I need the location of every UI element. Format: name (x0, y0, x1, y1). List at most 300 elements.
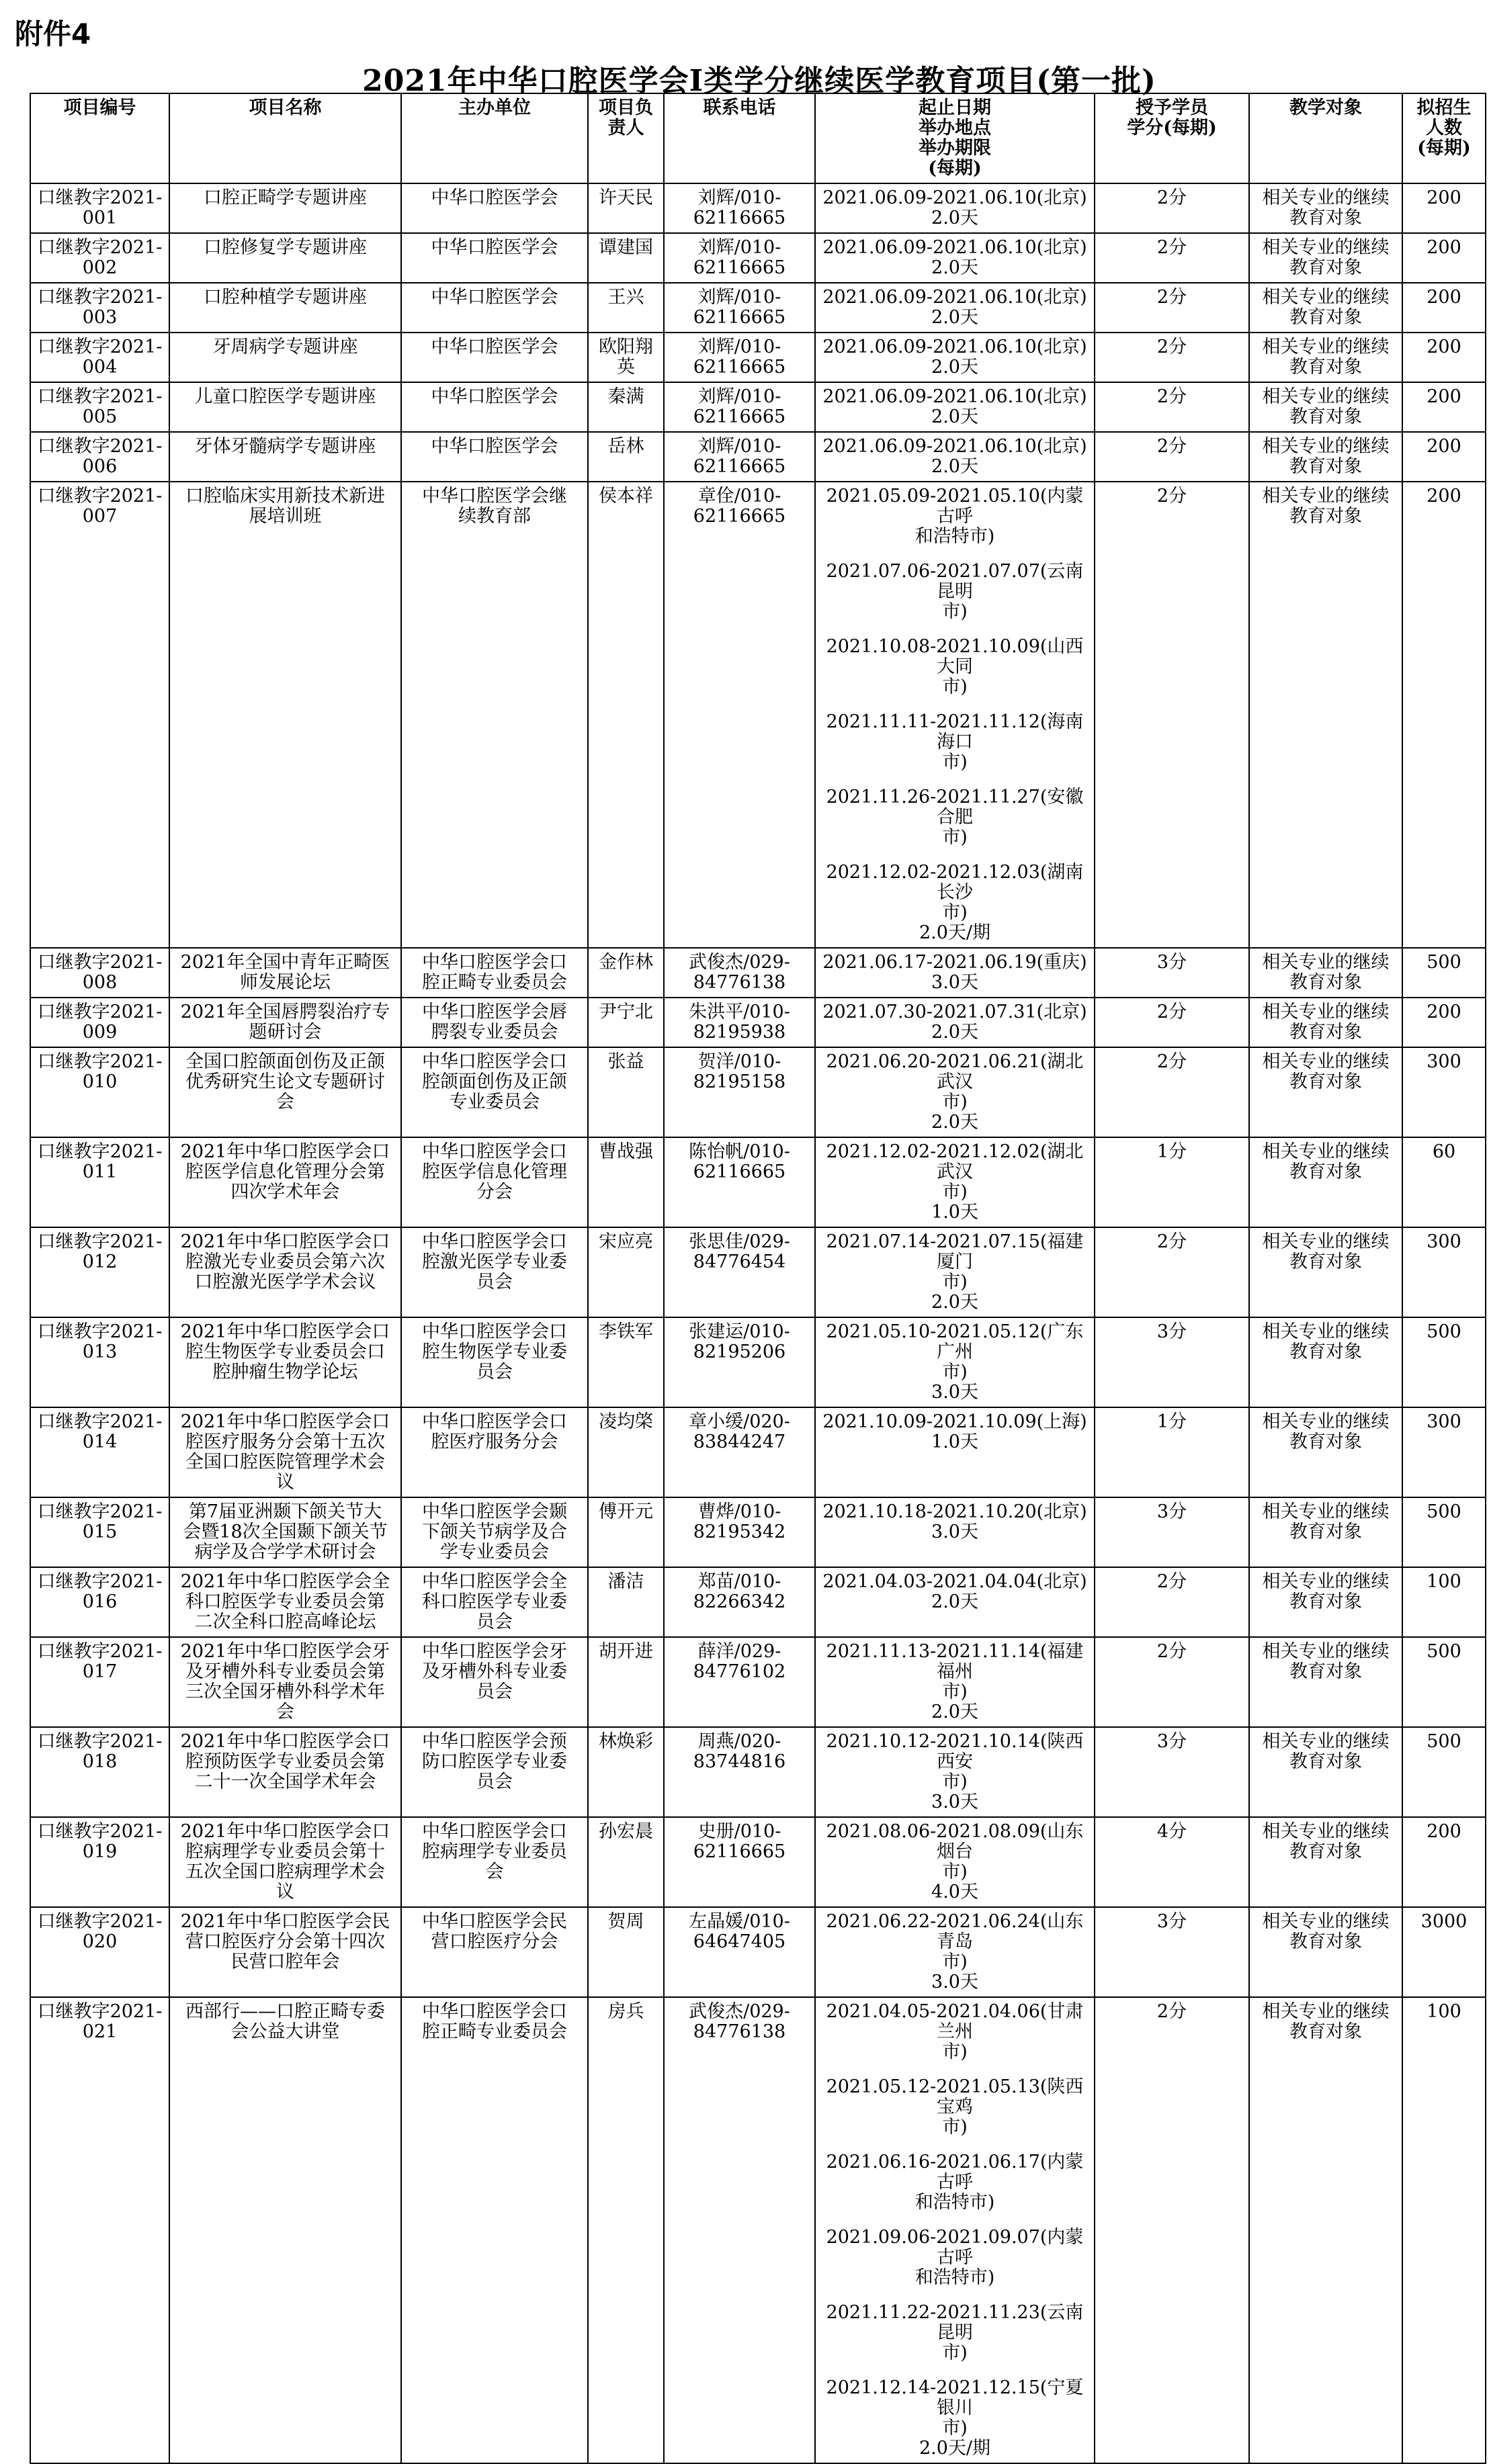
project-id-cell (30, 283, 169, 333)
cell-line: 2021.12.14-2021.12.15(宁夏银川 (826, 2377, 1084, 2418)
cell-line: 项目编号 (63, 97, 136, 118)
cell-line: 2021.07.14-2021.07.15(福建厦门 (826, 1231, 1084, 1272)
cell-line: 刘辉/010- (697, 237, 781, 258)
cell-line: 市) (942, 752, 968, 773)
cell-line: 牙体牙髓病学专题讲座 (194, 436, 376, 457)
cell-line: 2021年中华口腔医学会民 (180, 1911, 390, 1932)
cell-line: 2021.06.20-2021.06.21(湖北武汉 (826, 1051, 1084, 1092)
cell-line: 2.0天 (931, 1702, 978, 1722)
phone-cell (664, 333, 815, 382)
cell-line: 员会 (476, 1362, 513, 1382)
cell-line: 相关专业的继续 (1262, 1411, 1390, 1432)
cell-line: 62116665 (693, 357, 786, 378)
table-row (30, 1907, 1486, 1997)
lead-cell (588, 183, 664, 233)
cell-line: 2.0天 (931, 1022, 978, 1043)
table-header-row (30, 93, 1486, 183)
cell-line: 教育对象 (1289, 406, 1362, 427)
cell-line: 2.0天 (931, 406, 978, 427)
session-entry (818, 1002, 1091, 1043)
cell-line: 市) (942, 827, 968, 848)
target-cell (1249, 233, 1402, 283)
cell-line: 口腔临床实用新技术新进 (185, 486, 385, 507)
credit-cell: 2分 (1095, 183, 1249, 233)
session-entry (818, 238, 1091, 258)
cell-line: 贺周 (607, 1911, 644, 1932)
cell-line: 中华口腔医学会口 (422, 1411, 567, 1432)
cell-line: 教育对象 (1289, 1251, 1362, 1272)
credit-cell: 3分 (1095, 1727, 1249, 1817)
cell-line: 员会 (476, 1612, 513, 1632)
cell-line: 房兵 (607, 2001, 644, 2022)
cell-line: 傅开元 (599, 1501, 653, 1522)
table-row (30, 1997, 1486, 2463)
lead-cell (588, 1727, 664, 1817)
table-row (30, 233, 1486, 283)
organizer-cell (401, 1047, 588, 1137)
cell-line: 章佺/010- (697, 486, 781, 507)
cell-line: 007 (82, 506, 118, 527)
enrollment-cell: 500 (1402, 1637, 1486, 1727)
cell-line: 中华口腔医学会 (431, 386, 558, 407)
cell-line: 教育对象 (1289, 506, 1362, 527)
project-name-cell (169, 948, 401, 998)
project-id-cell (30, 1637, 169, 1727)
project-name-cell (169, 1637, 401, 1727)
cell-line: 相关专业的继续 (1262, 1571, 1390, 1592)
cell-line: 尹宁北 (599, 1002, 653, 1022)
phone-cell (664, 1817, 815, 1907)
cell-line: 001 (82, 208, 118, 228)
table-row (30, 1317, 1486, 1407)
phone-cell (664, 1727, 815, 1817)
header-project-id (30, 93, 169, 183)
project-name-cell (169, 1497, 401, 1567)
target-cell (1249, 1137, 1402, 1227)
session-entry (818, 2228, 1091, 2288)
enrollment-cell: 60 (1402, 1137, 1486, 1227)
cell-line: 市) (942, 1272, 968, 1292)
enrollment-cell: 200 (1402, 183, 1486, 233)
organizer-cell (401, 1227, 588, 1317)
organizer-cell (401, 1817, 588, 1907)
target-cell (1249, 1317, 1402, 1407)
cell-line: 口继教字2021- (37, 1141, 163, 1162)
project-id-cell (30, 948, 169, 998)
cell-line: 员会 (476, 1272, 513, 1292)
cell-line: 1.0天 (931, 1202, 978, 1223)
project-id-cell (30, 432, 169, 482)
cell-line: 曹烨/010- (697, 1501, 781, 1522)
target-cell (1249, 283, 1402, 333)
date-location-cell (815, 1407, 1095, 1497)
project-name-cell (169, 333, 401, 382)
cell-line: 019 (82, 1841, 118, 1862)
session-entry (818, 357, 1091, 378)
project-id-cell (30, 1317, 169, 1407)
cell-line: 2021.06.17-2021.06.19(重庆) (822, 952, 1087, 973)
cell-line: 林焕彩 (599, 1731, 653, 1752)
credit-cell: 2分 (1095, 283, 1249, 333)
organizer-cell (401, 382, 588, 432)
cell-line: 全国口腔颌面创伤及正颌 (185, 1051, 385, 1072)
cell-line: 008 (82, 972, 118, 993)
cell-line: 005 (82, 406, 118, 427)
cell-line: 议 (276, 1882, 294, 1902)
project-id-cell (30, 482, 169, 948)
date-location-cell (815, 283, 1095, 333)
cell-line: 017 (82, 1661, 118, 1682)
enrollment-cell: 300 (1402, 1227, 1486, 1317)
header-credits (1095, 93, 1249, 183)
organizer-cell (401, 1907, 588, 1997)
cell-line: 中华口腔医学会 (431, 237, 558, 258)
organizer-cell (401, 482, 588, 948)
table-body (30, 183, 1486, 2463)
cell-line: 2021.07.30-2021.07.31(北京) (822, 1002, 1087, 1022)
cell-line: 会公益大讲堂 (230, 2021, 340, 2042)
header-lead (588, 93, 664, 183)
cell-line: 2021年中华口腔医学会牙 (180, 1641, 390, 1662)
cell-line: 相关专业的继续 (1262, 1501, 1390, 1522)
cell-line: 3.0天 (931, 1522, 978, 1542)
cell-line: 腔医疗服务分会 (431, 1432, 558, 1452)
cell-line: 及牙槽外科专业委员会第 (185, 1661, 385, 1682)
cell-line: 口继教字2021- (37, 952, 163, 973)
cell-line: 腔医学信息化管理分会第 (185, 1161, 385, 1182)
cell-line: 市) (942, 1092, 968, 1112)
phone-cell (664, 183, 815, 233)
project-name-cell (169, 1407, 401, 1497)
cell-line: 孙宏晨 (599, 1821, 653, 1842)
header-date-location (815, 93, 1095, 183)
table-row (30, 948, 1486, 998)
cell-line: 许天民 (599, 187, 653, 208)
enrollment-cell: 3000 (1402, 1907, 1486, 1997)
cell-line: 口继教字2021- (37, 237, 163, 258)
target-cell (1249, 1407, 1402, 1497)
cell-line: 82195342 (693, 1522, 786, 1542)
cell-line: 科口腔医学专业委 (422, 1591, 567, 1612)
cell-line: 中华口腔医学会预 (422, 1731, 567, 1752)
cell-line: 市) (942, 2418, 968, 2438)
project-id-cell (30, 1137, 169, 1227)
enrollment-cell: 100 (1402, 1567, 1486, 1637)
target-cell (1249, 1227, 1402, 1317)
cell-line: 刘辉/010- (697, 337, 781, 357)
cell-line: 中华口腔医学会口 (422, 952, 567, 973)
cell-line: 张建运/010- (689, 1321, 790, 1342)
project-name-cell (169, 1997, 401, 2463)
cell-line: 口继教字2021- (37, 1571, 163, 1592)
cell-line: 腔肿瘤生物学论坛 (212, 1362, 358, 1382)
cell-line: 2021年中华口腔医学会口 (180, 1821, 390, 1842)
cell-line: 中华口腔医学会口 (422, 1051, 567, 1072)
cell-line: 第7届亚洲颞下颌关节大 (188, 1501, 382, 1522)
cell-line: 2021.11.13-2021.11.14(福建福州 (826, 1641, 1084, 1682)
enrollment-cell: 300 (1402, 1407, 1486, 1497)
cell-line: 教育对象 (1289, 1161, 1362, 1182)
cell-line: 腔生物医学专业委员会口 (185, 1341, 385, 1362)
cell-line: 3.0天 (931, 1972, 978, 1992)
cell-line: 口继教字2021- (37, 1051, 163, 1072)
session-entry (818, 1642, 1091, 1722)
project-name-cell (169, 1137, 401, 1227)
enrollment-cell: 200 (1402, 283, 1486, 333)
lead-cell (588, 1497, 664, 1567)
target-cell (1249, 1567, 1402, 1637)
cell-line: 中华口腔医学会口 (422, 2001, 567, 2022)
cell-line: 口腔修复学专题讲座 (204, 237, 367, 258)
project-name-cell (169, 1047, 401, 1137)
enrollment-cell: 200 (1402, 333, 1486, 382)
cell-line: 刘辉/010- (697, 287, 781, 308)
project-name-cell (169, 432, 401, 482)
table-row (30, 1497, 1486, 1567)
cell-line: 1.0天 (931, 1432, 978, 1452)
phone-cell (664, 382, 815, 432)
cell-line: 项目负 (599, 97, 653, 118)
project-id-cell (30, 1907, 169, 1997)
cell-line: 腔激光专业委员会第六次 (185, 1251, 385, 1272)
cell-line: 2021.10.18-2021.10.20(北京) (822, 1501, 1087, 1522)
target-cell (1249, 183, 1402, 233)
cell-line: 专业委员会 (449, 1092, 540, 1112)
cell-line: 相关专业的继续 (1262, 2001, 1390, 2022)
cell-line: 腔正畸专业委员会 (422, 2021, 567, 2042)
cell-line: 学分(每期) (1127, 118, 1217, 138)
cell-line: 项目名称 (249, 97, 322, 118)
phone-cell (664, 1317, 815, 1407)
cell-line: 举办期限 (919, 138, 991, 159)
cell-line: 2021.05.10-2021.05.12(广东广州 (826, 1321, 1084, 1362)
date-location-cell (815, 998, 1095, 1047)
session-entry (818, 337, 1091, 357)
target-cell (1249, 482, 1402, 948)
credit-cell: 3分 (1095, 1317, 1249, 1407)
organizer-cell (401, 1637, 588, 1727)
table-row (30, 1227, 1486, 1317)
cell-line: 授予学员 (1136, 97, 1208, 118)
session-entry (818, 1142, 1091, 1223)
lead-cell (588, 333, 664, 382)
lead-cell (588, 1997, 664, 2463)
cell-line: 腭裂专业委员会 (431, 1022, 558, 1043)
cell-line: 人数 (1426, 118, 1462, 138)
target-cell (1249, 1907, 1402, 1997)
cell-line: 2.0天/期 (919, 2438, 991, 2459)
project-name-cell (169, 1817, 401, 1907)
cell-line: 2.0天 (931, 1591, 978, 1612)
cell-line: 牙周病学专题讲座 (212, 337, 358, 357)
credit-cell: 1分 (1095, 1407, 1249, 1497)
cell-line: 3.0天 (931, 1382, 978, 1403)
table-row (30, 183, 1486, 233)
cell-line: 曹战强 (599, 1141, 653, 1162)
project-name-cell (169, 183, 401, 233)
cell-line: 2021.06.09-2021.06.10(北京) (822, 337, 1087, 357)
cell-line: 009 (82, 1022, 118, 1043)
project-id-cell (30, 233, 169, 283)
cell-line: 015 (82, 1522, 118, 1542)
cell-line: 2021年中华口腔医学会全 (180, 1571, 390, 1592)
cell-line: 中华口腔医学会民 (422, 1911, 567, 1932)
table-row (30, 1727, 1486, 1817)
cell-line: 中华口腔医学会 (431, 337, 558, 357)
table-row (30, 482, 1486, 948)
phone-cell (664, 998, 815, 1047)
date-location-cell (815, 1907, 1095, 1997)
cell-line: 优秀研究生论文专题研讨 (185, 1071, 385, 1092)
session-entry (818, 288, 1091, 308)
cell-line: 口继教字2021- (37, 1911, 163, 1932)
project-id-cell (30, 333, 169, 382)
phone-cell (664, 432, 815, 482)
project-id-cell (30, 1407, 169, 1497)
table-row (30, 432, 1486, 482)
cell-line: 侯本祥 (599, 486, 653, 507)
cell-line: 营口腔医疗分会第十四次 (185, 1931, 385, 1952)
cell-line: 教育对象 (1289, 1432, 1362, 1452)
cell-line: 相关专业的继续 (1262, 1002, 1390, 1022)
project-name-cell (169, 382, 401, 432)
cell-line: 2021.06.09-2021.06.10(北京) (822, 386, 1087, 407)
table-row (30, 1137, 1486, 1227)
cell-line: 联系电话 (703, 97, 776, 118)
cell-line: 83744816 (693, 1751, 786, 1772)
cell-line: 教育对象 (1289, 357, 1362, 378)
cell-line: 市) (942, 1861, 968, 1882)
cell-line: 84776138 (693, 972, 786, 993)
cell-line: 员会 (476, 1771, 513, 1792)
session-entry (818, 308, 1091, 328)
cell-line: 021 (82, 2021, 118, 2042)
lead-cell (588, 482, 664, 948)
cell-line: 潘洁 (607, 1571, 644, 1592)
date-location-cell (815, 948, 1095, 998)
phone-cell (664, 1997, 815, 2463)
session-entry (818, 208, 1091, 228)
cell-line: 欧阳翔 (599, 337, 653, 357)
session-entry (818, 953, 1091, 993)
cell-line: 教育对象 (1289, 1071, 1362, 1092)
cell-line: 张思佳/029- (689, 1231, 790, 1252)
session-entry (818, 1822, 1091, 1902)
cell-line: 教育对象 (1289, 1661, 1362, 1682)
project-id-cell (30, 1817, 169, 1907)
cell-line: 市) (942, 1681, 968, 1702)
credit-cell: 4分 (1095, 1817, 1249, 1907)
cell-line: 中华口腔医学会牙 (422, 1641, 567, 1662)
cell-line: 2021年中华口腔医学会口 (180, 1411, 390, 1432)
lead-cell (588, 998, 664, 1047)
date-location-cell (815, 382, 1095, 432)
cell-line: 中华口腔医学会口 (422, 1321, 567, 1342)
cell-line: 贺洋/010- (697, 1051, 781, 1072)
cell-line: 011 (82, 1161, 118, 1182)
cell-line: 2021.12.02-2021.12.02(湖北武汉 (826, 1141, 1084, 1182)
cell-line: 市) (942, 1771, 968, 1792)
cell-line: 四次学术年会 (230, 1182, 340, 1202)
cell-line: 口腔种植学专题讲座 (204, 287, 367, 308)
project-table (30, 93, 1486, 2464)
target-cell (1249, 1047, 1402, 1137)
cell-line: 议 (276, 1472, 294, 1493)
cell-line: 口腔激光医学学术会议 (194, 1272, 376, 1292)
table-row (30, 1637, 1486, 1727)
cell-line: 2021.05.09-2021.05.10(内蒙古呼 (826, 486, 1084, 527)
credit-cell: 2分 (1095, 998, 1249, 1047)
cell-line: 2021.05.12-2021.05.13(陕西宝鸡 (826, 2076, 1084, 2117)
cell-line: 2021.06.09-2021.06.10(北京) (822, 287, 1087, 308)
cell-line: 中华口腔医学会口 (422, 1821, 567, 1842)
table-row (30, 998, 1486, 1047)
enrollment-cell: 500 (1402, 948, 1486, 998)
session-entry (818, 863, 1091, 943)
cell-line: 004 (82, 357, 118, 378)
cell-line: 刘辉/010- (697, 386, 781, 407)
cell-line: 62116665 (693, 1841, 786, 1862)
cell-line: 相关专业的继续 (1262, 952, 1390, 973)
target-cell (1249, 382, 1402, 432)
cell-line: 口继教字2021- (37, 187, 163, 208)
cell-line: 市) (942, 1182, 968, 1202)
phone-cell (664, 948, 815, 998)
session-entry (818, 437, 1091, 457)
cell-line: 014 (82, 1432, 118, 1452)
cell-line: 张益 (607, 1051, 644, 1072)
date-location-cell (815, 1047, 1095, 1137)
credit-cell: 2分 (1095, 1997, 1249, 2463)
cell-line: 相关专业的继续 (1262, 1911, 1390, 1932)
cell-line: 会 (485, 1861, 504, 1882)
cell-line: 市) (942, 676, 968, 697)
cell-line: 西部行——口腔正畸专委 (185, 2001, 385, 2022)
project-id-cell (30, 998, 169, 1047)
cell-line: 和浩特市) (914, 526, 995, 547)
cell-line: 口继教字2021- (37, 337, 163, 357)
cell-line: 题研讨会 (249, 1022, 322, 1043)
credit-cell: 3分 (1095, 1907, 1249, 1997)
cell-line: 口继教字2021- (37, 1641, 163, 1662)
session-entry (818, 1502, 1091, 1542)
cell-line: 口继教字2021- (37, 2001, 163, 2022)
credit-cell: 2分 (1095, 382, 1249, 432)
cell-line: 62116665 (693, 456, 786, 477)
cell-line: 腔病理学专业委员 (422, 1841, 567, 1862)
project-name-cell (169, 1317, 401, 1407)
session-entry (818, 637, 1091, 697)
cell-line: 2021.09.06-2021.09.07(内蒙古呼 (826, 2227, 1084, 2268)
session-entry (818, 1052, 1091, 1133)
cell-line: 教育对象 (1289, 1751, 1362, 1772)
lead-cell (588, 1047, 664, 1137)
credit-cell: 2分 (1095, 233, 1249, 283)
session-entry (818, 1412, 1091, 1452)
cell-line: 2021年中华口腔医学会口 (180, 1231, 390, 1252)
cell-line: 2.0天 (931, 307, 978, 328)
table-row (30, 1047, 1486, 1137)
cell-line: 学专业委员会 (440, 1542, 549, 1563)
lead-cell (588, 233, 664, 283)
cell-line: 师发展论坛 (240, 972, 331, 993)
cell-line: 会 (276, 1702, 294, 1722)
cell-line: 2021年中华口腔医学会口 (180, 1321, 390, 1342)
table-row (30, 382, 1486, 432)
cell-line: 2021.12.02-2021.12.03(湖南长沙 (826, 862, 1084, 903)
project-id-cell (30, 382, 169, 432)
target-cell (1249, 1997, 1402, 2463)
